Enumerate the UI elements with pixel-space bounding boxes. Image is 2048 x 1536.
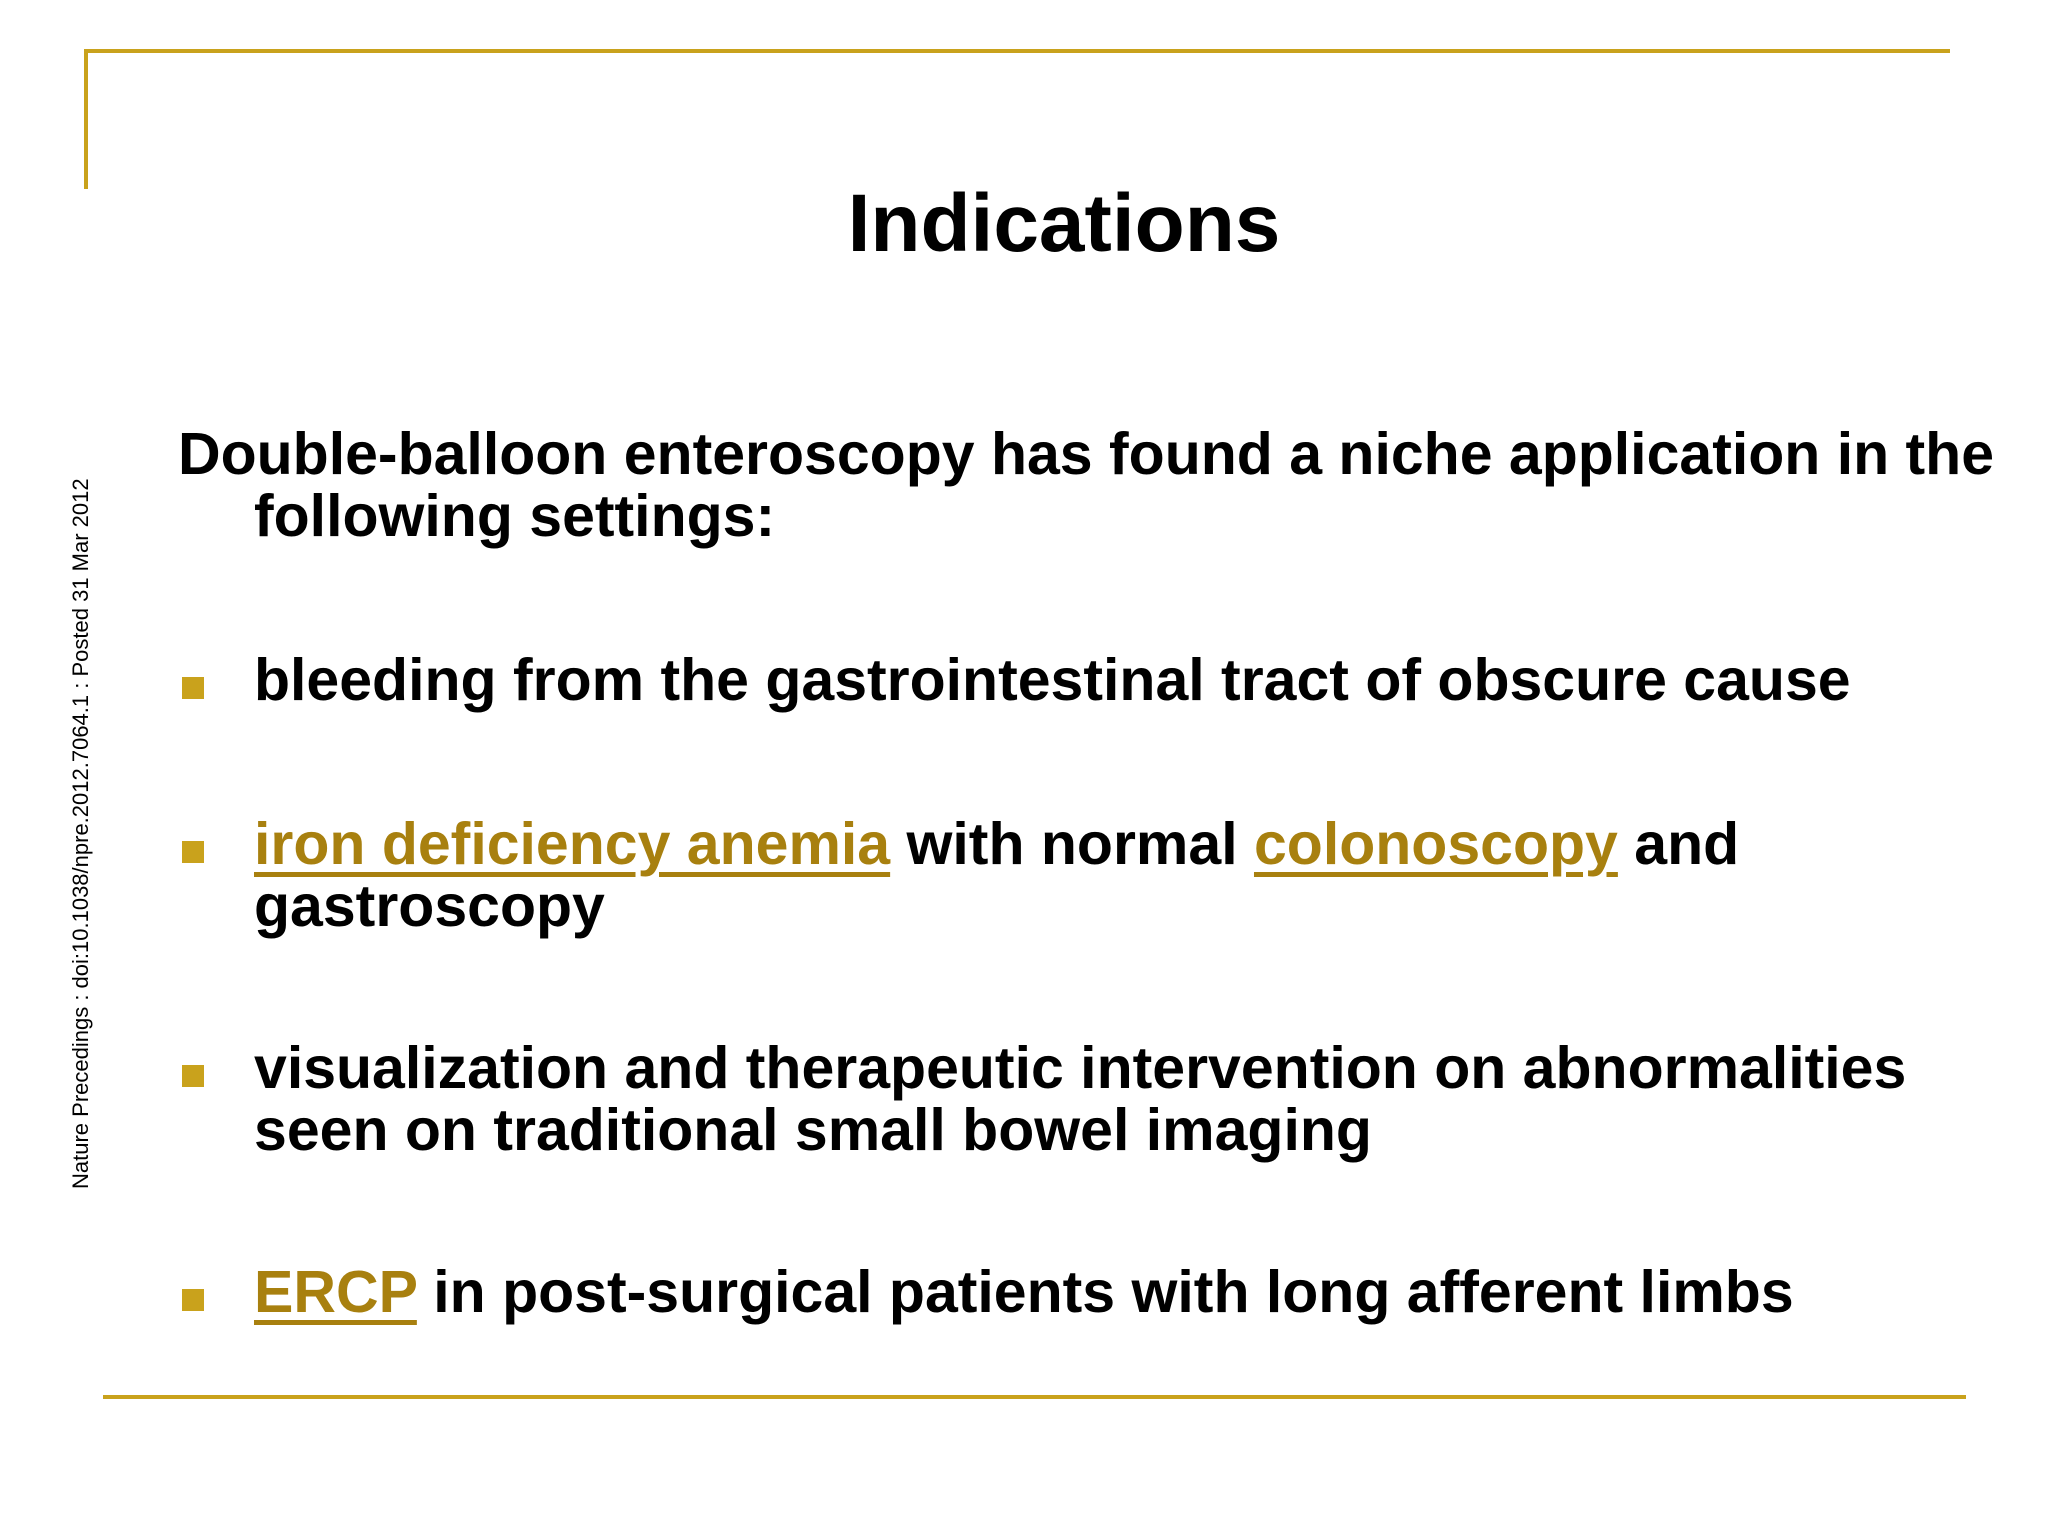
square-bullet-icon [182, 1065, 204, 1087]
bullet-text: visualization and therapeutic intervention on abnormalities seen on traditional small bowel imaging [254, 1035, 1907, 1163]
list-item [178, 1261, 2038, 1323]
iron-deficiency-anemia-link[interactable]: iron deficiency anemia [254, 811, 891, 877]
bullet-text: in post-surgical patients with long afferent limbs [416, 1259, 1794, 1325]
top-border-line [84, 49, 1950, 53]
list-item [178, 1037, 2038, 1161]
square-bullet-icon [182, 841, 204, 863]
bottom-border-line [103, 1395, 1966, 1399]
slide-title: Indications [847, 178, 1281, 269]
bullet-text: and gastroscopy [254, 811, 1740, 939]
indications-list [178, 649, 2038, 1323]
bullet-text: bleeding from the gastrointestinal tract of obscure cause [254, 647, 1851, 713]
ercp-link[interactable]: ERCP [254, 1259, 417, 1325]
list-item [178, 649, 2038, 711]
intro-text: Double-balloon enteroscopy has found a niche application in the following settings: [178, 421, 1995, 549]
side-watermark: Nature Precedings : doi:10.1038/npre.2012.7064.1 : Posted 31 Mar 2012 [68, 478, 93, 1189]
square-bullet-icon [182, 1289, 204, 1311]
square-bullet-icon [182, 677, 204, 699]
slide-body [178, 423, 2038, 1323]
colonoscopy-link[interactable]: colonoscopy [1253, 811, 1618, 877]
bullet-text: with normal [890, 811, 1254, 877]
left-border-line [84, 49, 88, 189]
list-item [178, 813, 2038, 937]
